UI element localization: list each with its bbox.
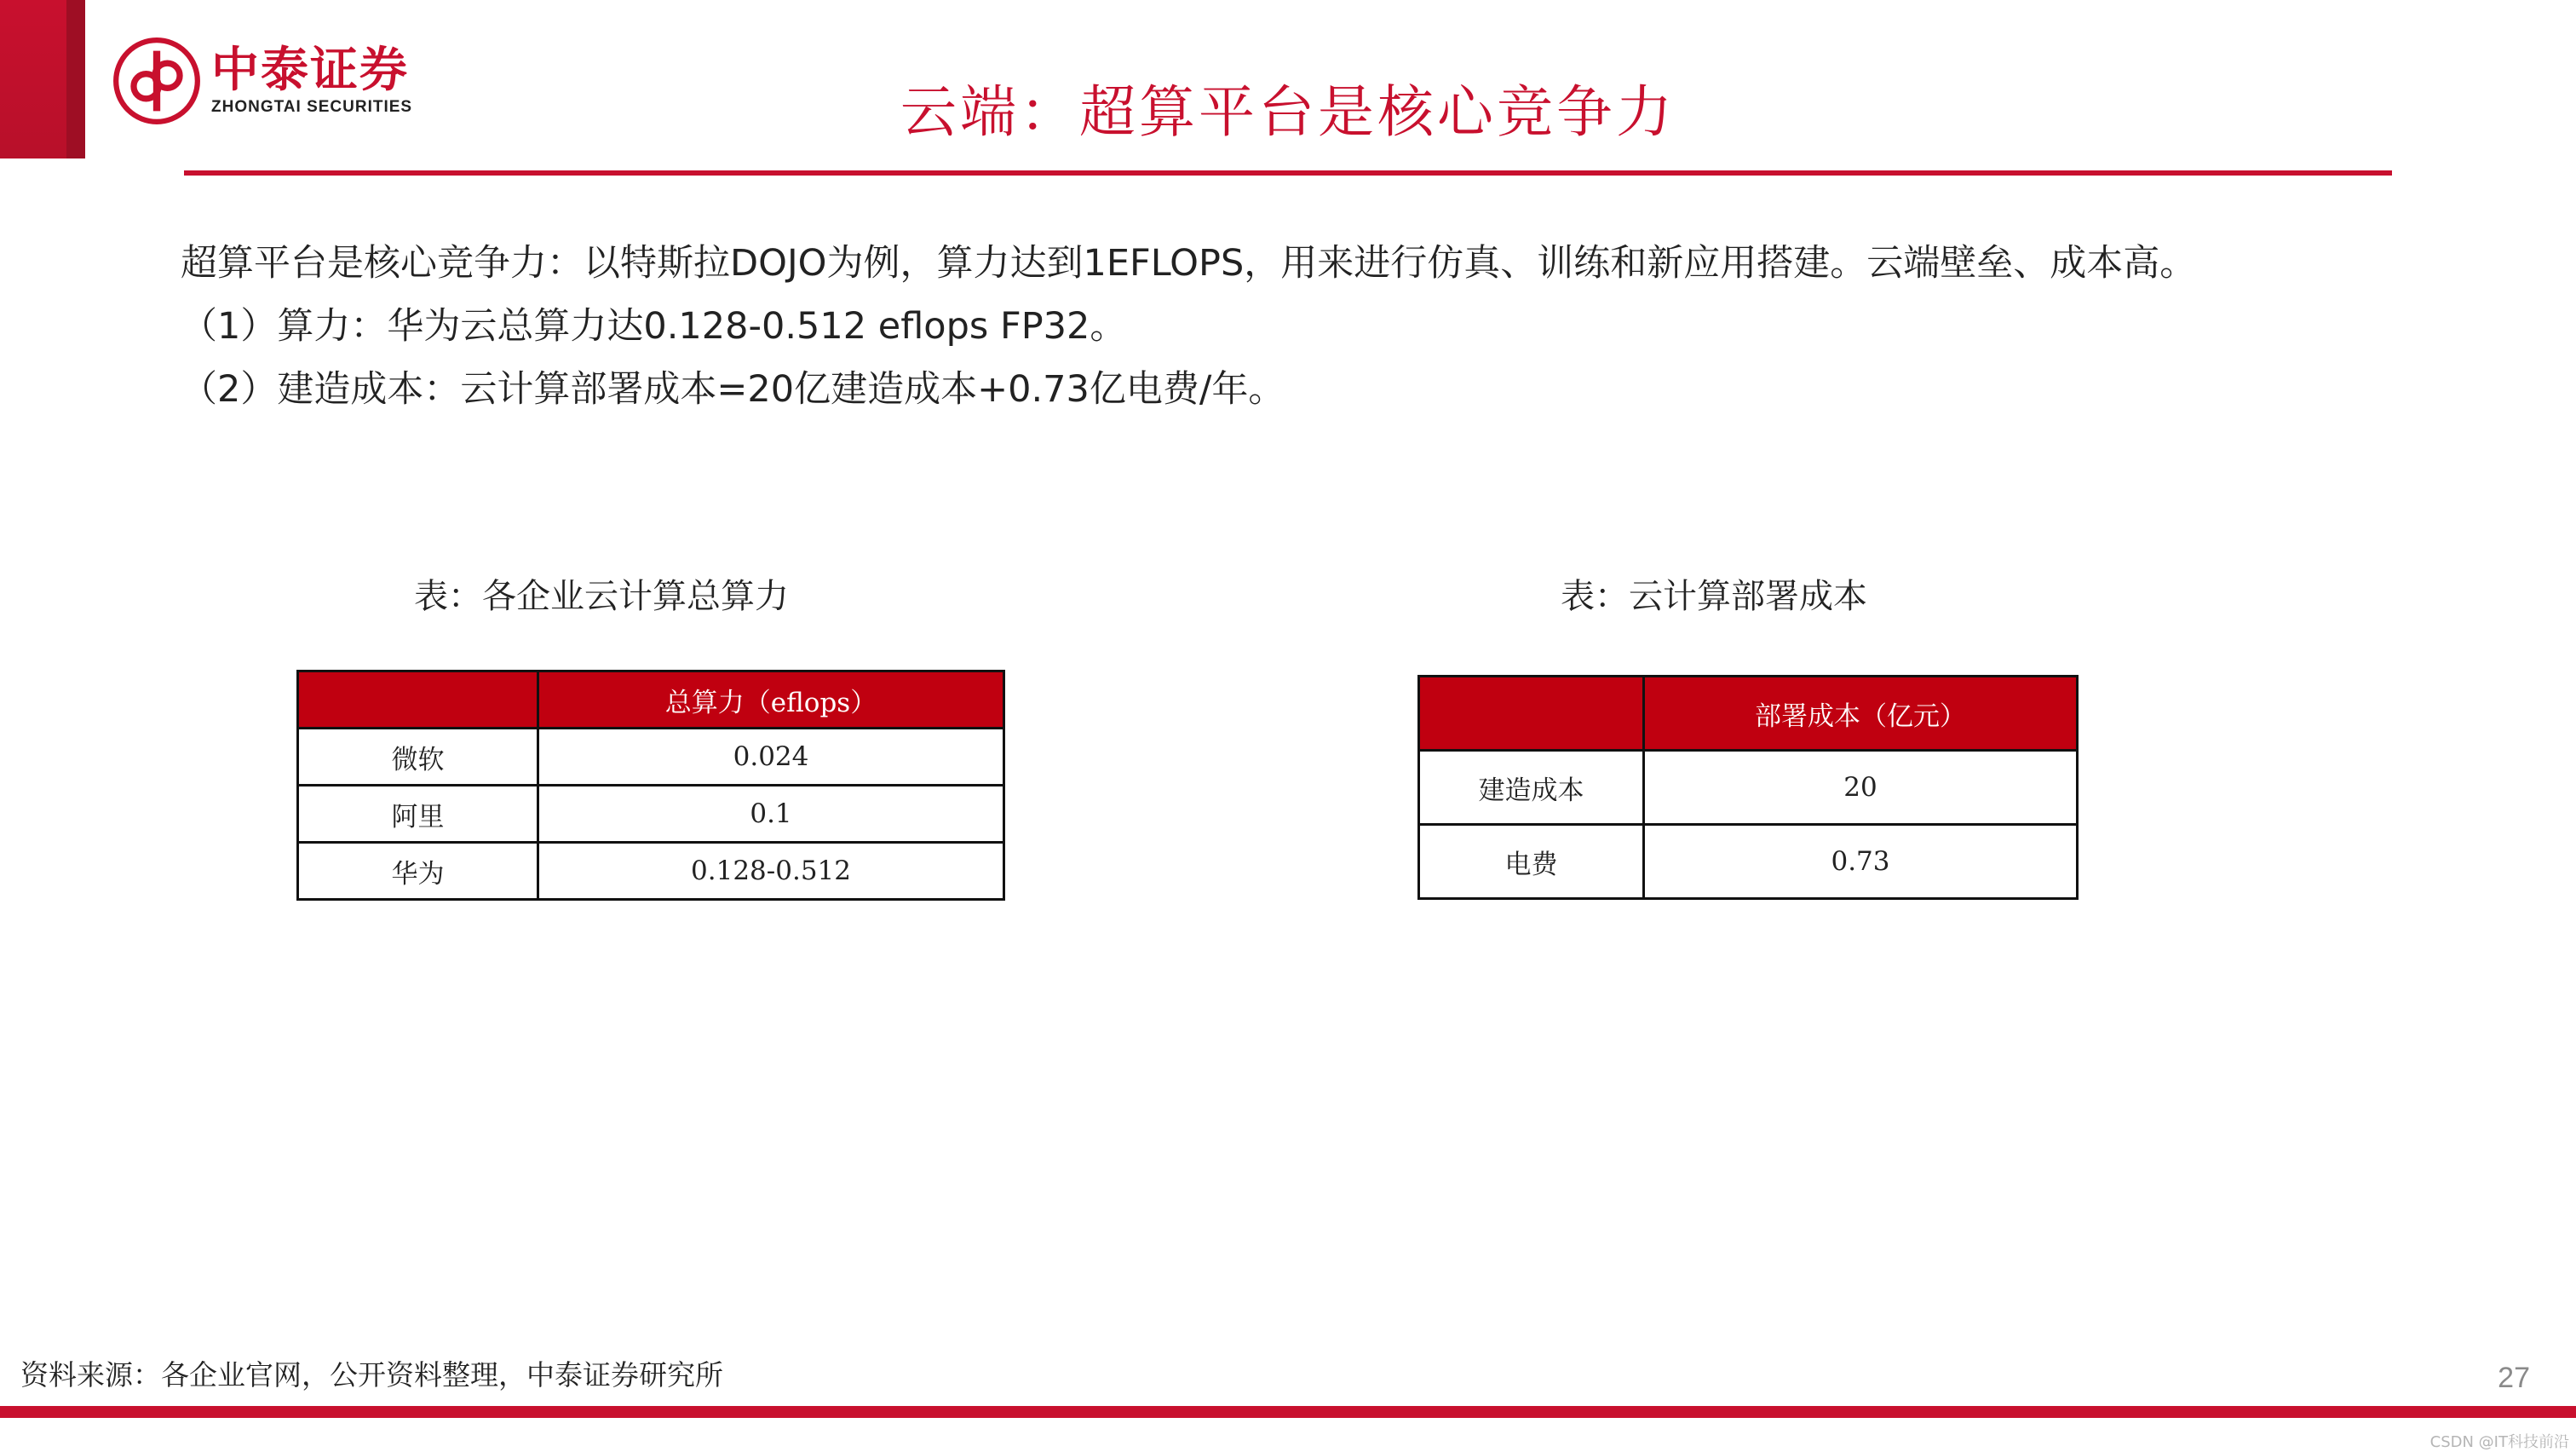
table2-caption: 表：云计算部署成本 (1561, 577, 1867, 616)
body-paragraph-cost: （2）建造成本：云计算部署成本=20亿建造成本+0.73亿电费/年。 (181, 368, 1285, 411)
body-paragraph-main: 超算平台是核心竞争力：以特斯拉DOJO为例，算力达到1EFLOPS，用来进行仿真、训练和新应用搭建。云端壁垒、成本高。 (181, 242, 2197, 285)
table-row (1419, 751, 2078, 825)
table-row (298, 729, 1004, 786)
body-text (181, 232, 2557, 421)
table-header-row (298, 671, 1004, 729)
source-note: 资料来源：各企业官网，公开资料整理，中泰证券研究所 (20, 1358, 723, 1392)
table-cell-value: 0.128-0.512 (538, 843, 1004, 900)
logo-name-cn: 中泰证券 (211, 43, 409, 98)
deployment-cost-table (1417, 675, 2079, 900)
footer-divider (0, 1406, 2576, 1418)
table-row (1419, 825, 2078, 899)
logo-name-en: ZHONGTAI SECURITIES (211, 98, 413, 116)
compute-power-table (296, 670, 1005, 901)
table-header-cell: 部署成本（亿元） (1644, 677, 2078, 751)
table-cell-company: 阿里 (298, 786, 538, 843)
title-divider (184, 170, 2392, 176)
table-cell-value: 0.1 (538, 786, 1004, 843)
table-header-cell: 总算力（eflops） (538, 671, 1004, 729)
table-header-cell (1419, 677, 1644, 751)
table-header-cell (298, 671, 538, 729)
table-header-row (1419, 677, 2078, 751)
table-row (298, 843, 1004, 900)
watermark: CSDN @IT科技前沿 (2429, 1433, 2569, 1451)
table-cell-company: 微软 (298, 729, 538, 786)
table-cell-value: 0.73 (1644, 825, 2078, 899)
table-cell-item: 建造成本 (1419, 751, 1644, 825)
table1-caption: 表：各企业云计算总算力 (414, 577, 789, 616)
table-cell-value: 0.024 (538, 729, 1004, 786)
slide-title: 云端：超算平台是核心竞争力 (900, 79, 1676, 145)
body-paragraph-compute: （1）算力：华为云总算力达0.128-0.512 eflops FP32。 (181, 305, 1127, 348)
table-row (298, 786, 1004, 843)
table-cell-item: 电费 (1419, 825, 1644, 899)
table-cell-value: 20 (1644, 751, 2078, 825)
page-number: 27 (2498, 1362, 2530, 1394)
table-cell-company: 华为 (298, 843, 538, 900)
